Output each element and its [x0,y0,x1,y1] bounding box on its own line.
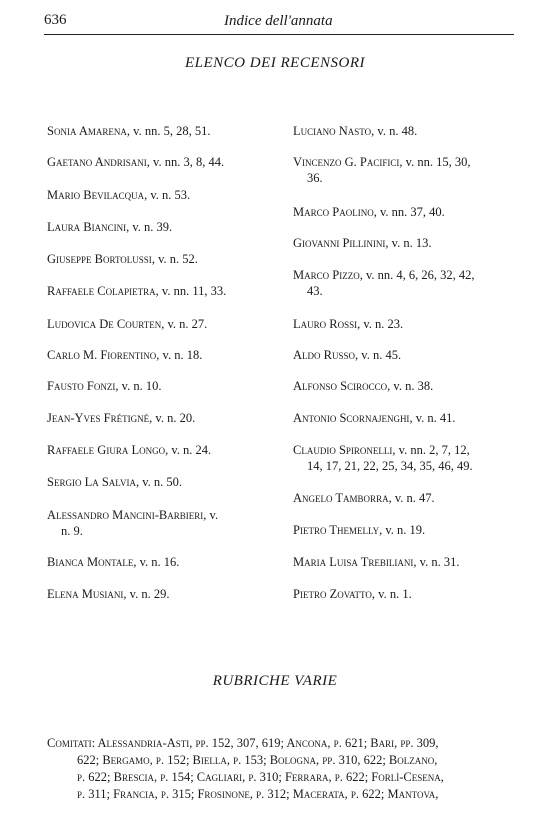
reviewer-ref: , v. n. 53. [144,188,191,202]
reviewer-ref: , v. n. 19. [379,523,426,537]
reviewer-ref: , v. n. 18. [156,348,203,362]
reviewer-entry [47,507,267,539]
reviewer-ref: , v. n. 16. [133,555,180,569]
reviewer-entry [47,554,267,570]
reviewer-entry [293,316,515,332]
running-title: Indice dell'annata [224,13,333,29]
reviewer-ref: , v. n. 52. [151,252,198,266]
misc-title: RUBRICHE VARIE [212,673,338,689]
reviewer-entry [293,123,515,139]
reviewer-ref: , v. n. 20. [149,411,196,425]
reviewer-ref-continued: 36. [307,171,323,185]
reviewer-ref: , v. n. 39. [126,220,173,234]
reviewer-entry [47,283,267,299]
reviewer-name: Gaetano Andrisani [47,155,147,169]
reviewer-name: Jean-Yves Frétigné [47,411,150,425]
reviewer-name: Alfonso Scirocco [293,379,388,393]
reviewer-name: Raffaele Giura Longo [47,443,166,457]
reviewer-entry [47,219,267,235]
reviewer-name: Marco Pizzo [293,268,360,282]
reviewer-name: Luciano Nasto [293,124,372,138]
reviewer-ref: , v. n. 48. [371,124,418,138]
reviewer-ref-continued: 43. [307,284,323,298]
reviewer-name: Fausto Fonzi [47,379,116,393]
reviewer-entry [293,204,515,220]
reviewer-ref: , v. nn. 5, 28, 51. [126,124,211,138]
reviewer-entry [47,474,267,490]
reviewer-name: Marco Paolino [293,205,374,219]
reviewer-entry [47,378,267,394]
reviewer-name: Mario Bevilacqua [47,188,145,202]
reviewer-ref: , v. n. 31. [413,555,460,569]
reviewer-entry [47,187,267,203]
reviewer-name: Laura Biancini [47,220,127,234]
reviewer-name: Claudio Spironelli [293,443,393,457]
reviewer-name: Sergio La Salvia [47,475,136,489]
reviewer-name: Giuseppe Bortolussi [47,252,152,266]
reviewer-ref: , v. n. 10. [115,379,162,393]
reviewer-ref: , v. n. 24. [165,443,212,457]
reviewer-entry [47,123,267,139]
reviewer-ref: , v. nn. 4, 6, 26, 32, 42, [359,268,475,282]
reviewer-entry [47,442,267,458]
reviewer-ref: , v. n. 50. [135,475,183,489]
reviewer-name: Sonia Amarena [47,124,127,138]
misc-line: p. 622; Brescia, p. 154; Cagliari, p. 310; Ferrara, p. 622; Forlì-Cesena, [77,770,444,784]
reviewer-ref: , v. nn. 11, 33. [155,284,227,298]
page-number: 636 [44,12,67,28]
reviewer-entry [47,586,267,602]
reviewer-entry [293,267,515,299]
reviewer-entry [293,154,515,186]
reviewer-entry [293,442,515,474]
reviewer-ref: , v. n. 23. [357,317,404,331]
reviewer-entry [293,347,515,363]
reviewer-ref: , v. n. 1. [371,587,412,601]
reviewer-name: Vincenzo G. Pacifici [293,155,400,169]
reviewer-ref-continued: n. 9. [61,524,83,538]
misc-line: 622; Bergamo, p. 152; Biella, p. 153; Bologna, pp. 310, 622; Bolzano, [77,753,438,767]
reviewer-ref: , v. n. 47. [388,491,435,505]
reviewer-name: Pietro Zovatto [293,587,372,601]
reviewer-entry [293,522,515,538]
reviewer-entry [293,378,515,394]
reviewer-entry [47,347,267,363]
reviewer-name: Ludovica De Courten [47,317,162,331]
reviewer-name: Lauro Rossi [293,317,358,331]
reviewer-entry [47,316,267,332]
reviewer-entry [47,410,267,426]
reviewer-entry [293,554,515,570]
reviewer-name: Giovanni Pillinini [293,236,386,250]
header-rule [44,34,514,35]
reviewer-ref: , v. nn. 15, 30, [399,155,471,169]
reviewer-name: Bianca Montale [47,555,134,569]
reviewer-name: Maria Luisa Trebiliani [293,555,414,569]
reviewer-ref: , v. n. 27. [161,317,208,331]
reviewer-name: Elena Musiani [47,587,124,601]
reviewer-name: Angelo Tamborra [293,491,389,505]
reviewer-ref: , v. nn. 2, 7, 12, [392,443,470,457]
reviewer-entry [47,251,267,267]
reviewer-entry [47,154,267,170]
reviewer-ref: , v. n. 41. [409,411,456,425]
reviewer-entry [293,410,515,426]
reviewer-ref: , v. n. 45. [355,348,402,362]
page-header [44,12,514,36]
reviewer-ref: , v. nn. 37, 40. [373,205,445,219]
reviewer-name: Aldo Russo [293,348,355,362]
reviewer-ref: , v. n. 29. [123,587,170,601]
misc-line: Comitati: Alessandria-Asti, pp. 152, 307, 619; Ancona, p. 621; Bari, pp. 309, [47,736,439,750]
reviewers-title: ELENCO DEI RECENSORI [185,55,365,71]
reviewer-name: Antonio Scornajenghi [293,411,410,425]
reviewer-ref: , v. n. 13. [385,236,432,250]
reviewer-entry [293,235,515,251]
misc-line: p. 311; Francia, p. 315; Frosinone, p. 312; Macerata, p. 622; Mantova, [77,787,439,801]
reviewer-ref: , v. nn. 3, 8, 44. [146,155,225,169]
reviewer-name: Pietro Themelly [293,523,380,537]
reviewer-ref: , v. n. 38. [387,379,434,393]
reviewer-ref: , v. [203,508,219,522]
reviewer-entry [293,490,515,506]
reviewer-name: Alessandro Mancini-Barbieri [47,508,204,522]
reviewer-name: Raffaele Colapietra [47,284,156,298]
reviewer-entry [293,586,515,602]
misc-section [47,735,512,803]
reviewer-ref-continued: 14, 17, 21, 22, 25, 34, 35, 46, 49. [307,459,473,473]
reviewer-name: Carlo M. Fiorentino [47,348,157,362]
